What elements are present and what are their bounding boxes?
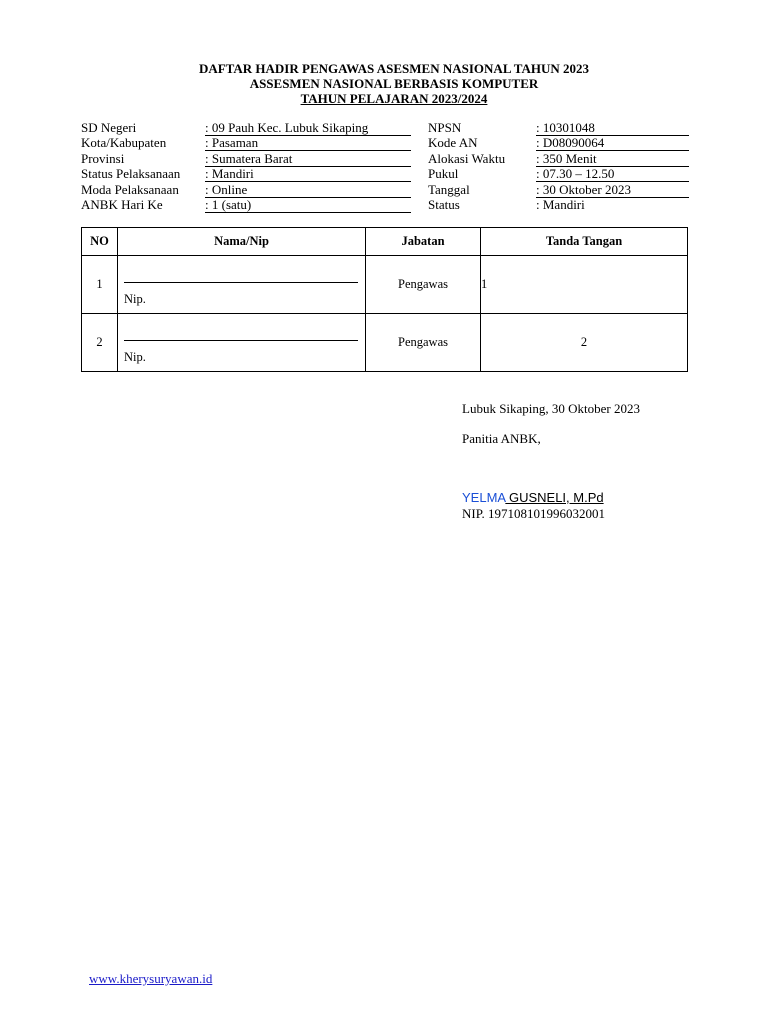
header-jabatan: Jabatan xyxy=(366,228,481,256)
info-value-status: : Mandiri xyxy=(536,197,585,212)
name-cell xyxy=(118,314,366,372)
info-label-moda: Moda Pelaksanaan xyxy=(81,182,179,197)
info-label-alokasi-waktu: Alokasi Waktu xyxy=(428,151,506,166)
info-value-hari-ke: : 1 (satu) xyxy=(205,197,411,213)
table-row xyxy=(82,256,688,314)
committee-label: Panitia ANBK, xyxy=(462,431,541,446)
row-number: 2 xyxy=(82,314,118,372)
name-line xyxy=(124,282,358,283)
info-label-npsn: NPSN xyxy=(428,120,462,135)
info-label-kode-an: Kode AN xyxy=(428,135,478,150)
info-value-sd-negeri: : 09 Pauh Kec. Lubuk Sikaping xyxy=(205,120,411,136)
nip-label: Nip. xyxy=(124,292,146,306)
info-value-moda: : Online xyxy=(205,182,411,198)
jabatan-cell: Pengawas xyxy=(366,256,481,314)
info-value-pukul: : 07.30 – 12.50 xyxy=(536,166,689,182)
info-label-status: Status xyxy=(428,197,460,212)
info-value-alokasi-waktu: : 350 Menit xyxy=(536,151,689,167)
table-header-row xyxy=(82,228,688,256)
signature-cell: 2 xyxy=(481,314,688,372)
info-label-pukul: Pukul xyxy=(428,166,459,181)
document-subtitle: ASSESMEN NASIONAL BERBASIS KOMPUTER xyxy=(249,76,539,91)
info-value-kode-an: : D08090064 xyxy=(536,135,689,151)
name-line xyxy=(124,340,358,341)
attendance-table xyxy=(81,227,688,372)
signer-nip: NIP. 197108101996032001 xyxy=(462,506,606,521)
info-value-provinsi: : Sumatera Barat xyxy=(205,151,411,167)
header-tanda-tangan: Tanda Tangan xyxy=(481,228,688,256)
signer-first-name: YELMA xyxy=(462,490,506,505)
nip-label: Nip. xyxy=(124,350,146,364)
info-label-provinsi: Provinsi xyxy=(81,151,125,166)
info-value-tanggal: : 30 Oktober 2023 xyxy=(536,182,689,198)
footer-website-link[interactable]: www.kherysuryawan.id xyxy=(89,971,213,986)
place-date: Lubuk Sikaping, 30 Oktober 2023 xyxy=(462,401,641,416)
info-value-kota: : Pasaman xyxy=(205,135,411,151)
document-title: DAFTAR HADIR PENGAWAS ASESMEN NASIONAL TAHUN 2023 xyxy=(198,61,590,76)
signature-cell: 1 xyxy=(481,256,688,314)
name-cell xyxy=(118,256,366,314)
academic-year-title: TAHUN PELAJARAN 2023/2024 xyxy=(300,91,488,106)
info-label-status-pelaksanaan: Status Pelaksanaan xyxy=(81,166,181,181)
row-number: 1 xyxy=(82,256,118,314)
header-nama-nip: Nama/Nip xyxy=(118,228,366,256)
header-no: NO xyxy=(82,228,118,256)
jabatan-cell: Pengawas xyxy=(366,314,481,372)
info-label-tanggal: Tanggal xyxy=(428,182,470,197)
signer-name xyxy=(462,490,604,505)
info-label-sd-negeri: SD Negeri xyxy=(81,120,137,135)
info-label-hari-ke: ANBK Hari Ke xyxy=(81,197,163,212)
info-label-kota: Kota/Kabupaten xyxy=(81,135,167,150)
table-row xyxy=(82,314,688,372)
signer-last-name: GUSNELI, M.Pd xyxy=(505,490,604,505)
info-value-npsn: : 10301048 xyxy=(536,120,689,136)
info-value-status-pelaksanaan: : Mandiri xyxy=(205,166,411,182)
